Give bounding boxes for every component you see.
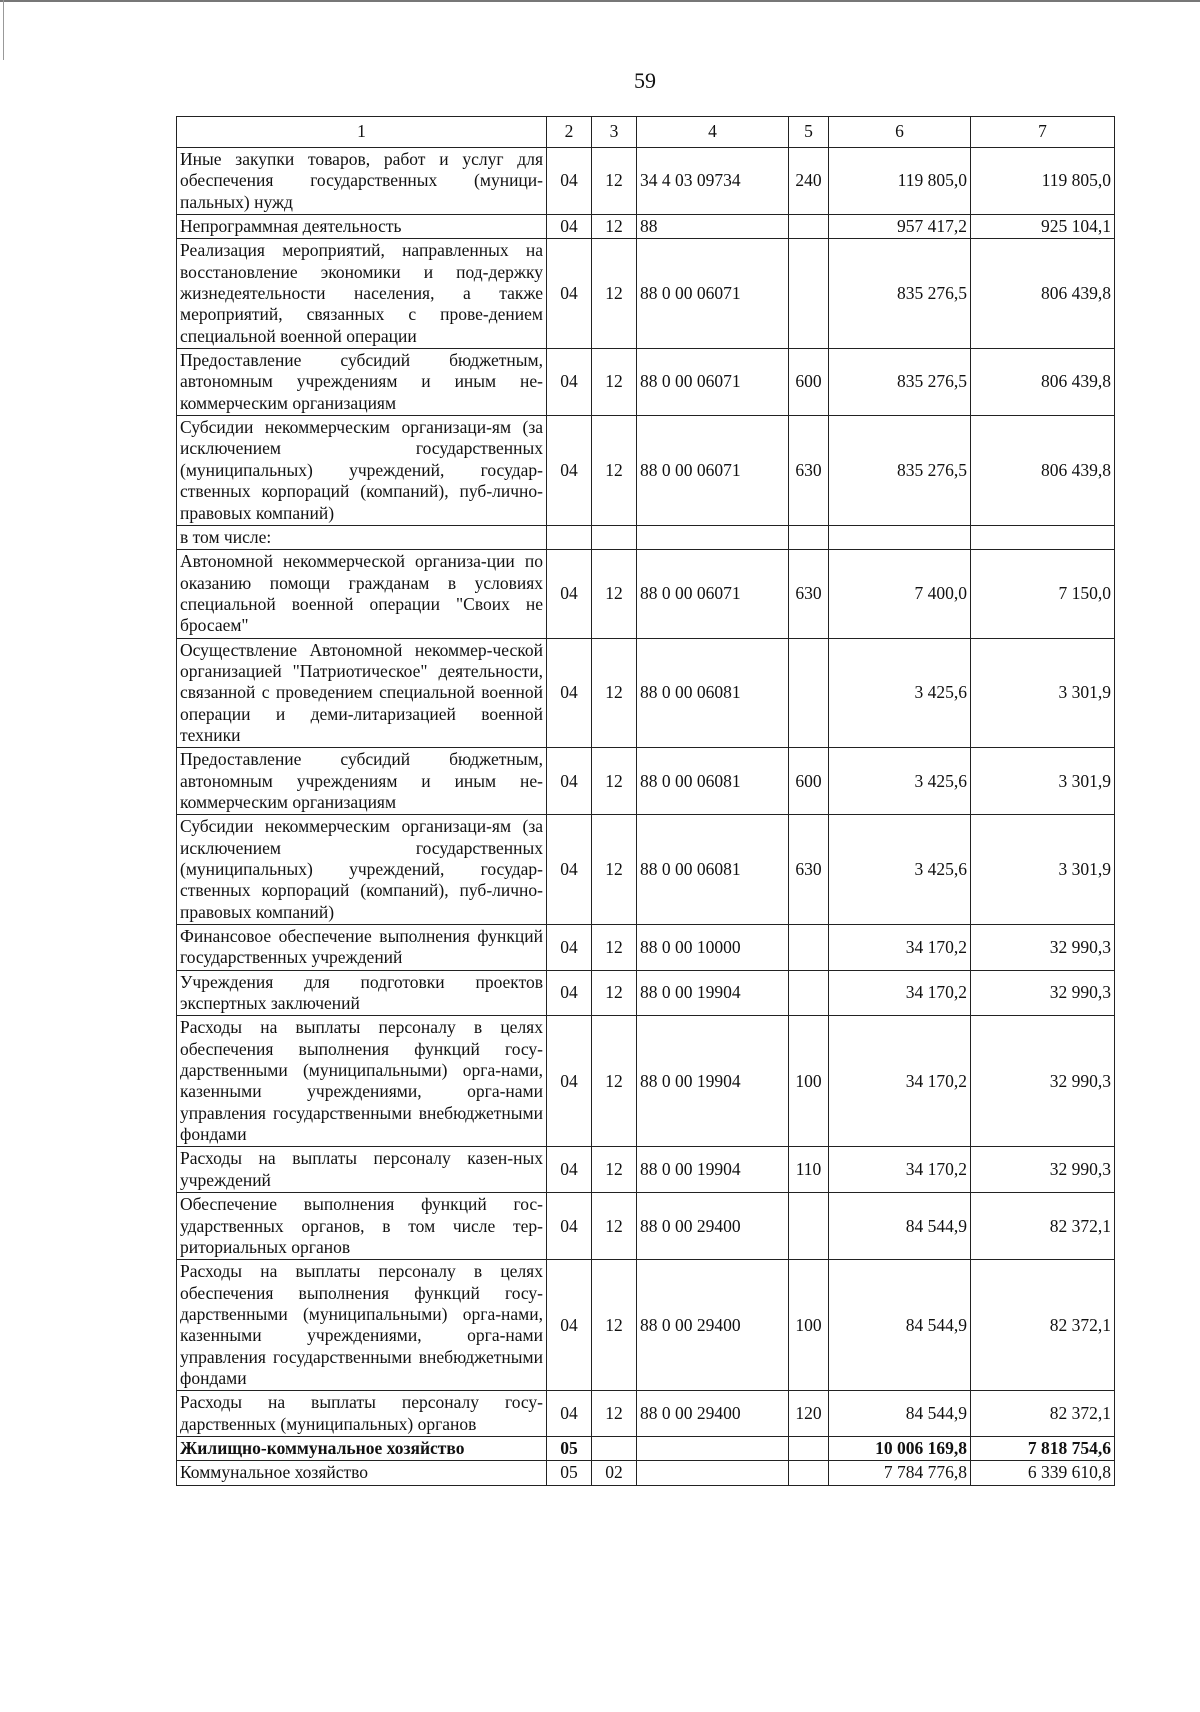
row-target-code: 88 <box>637 215 789 239</box>
row-expense-type: 100 <box>789 1260 829 1391</box>
row-subsection: 12 <box>592 1193 637 1260</box>
row-amount-6: 835 276,5 <box>829 239 971 349</box>
row-section: 05 <box>547 1461 592 1485</box>
row-section: 05 <box>547 1436 592 1460</box>
row-section: 04 <box>547 215 592 239</box>
table-body <box>177 117 1115 1486</box>
table-row <box>177 925 1115 971</box>
header-col-1: 1 <box>177 117 547 148</box>
row-amount-6: 34 170,2 <box>829 1147 971 1193</box>
row-amount-6: 7 784 776,8 <box>829 1461 971 1485</box>
row-amount-7: 82 372,1 <box>971 1391 1115 1437</box>
table-row <box>177 215 1115 239</box>
row-name: Расходы на выплаты персоналу госу-дарственных (муниципальных) органов <box>177 1391 547 1437</box>
row-target-code: 88 0 00 29400 <box>637 1193 789 1260</box>
row-name: Учреждения для подготовки проектов экспертных заключений <box>177 970 547 1016</box>
row-subsection: 02 <box>592 1461 637 1485</box>
row-section: 04 <box>547 1147 592 1193</box>
row-amount-6: 835 276,5 <box>829 416 971 526</box>
row-target-code <box>637 1436 789 1460</box>
row-amount-7: 3 301,9 <box>971 638 1115 748</box>
row-target-code <box>637 525 789 549</box>
row-name: Обеспечение выполнения функций гос-ударственных органов, в том числе тер-риториальных органов <box>177 1193 547 1260</box>
table-row <box>177 1391 1115 1437</box>
row-expense-type <box>789 239 829 349</box>
row-expense-type: 240 <box>789 148 829 215</box>
row-section: 04 <box>547 148 592 215</box>
row-amount-7: 82 372,1 <box>971 1260 1115 1391</box>
row-section: 04 <box>547 550 592 638</box>
row-expense-type: 630 <box>789 815 829 925</box>
table-row <box>177 1193 1115 1260</box>
row-expense-type: 630 <box>789 550 829 638</box>
table-row <box>177 148 1115 215</box>
table-row <box>177 349 1115 416</box>
row-name: Субсидии некоммерческим организаци-ям (за исключением государственных (муниципальных) учреждений, государ-ственных корпораций (компаний), пуб-лично-правовых компаний) <box>177 416 547 526</box>
row-expense-type <box>789 1461 829 1485</box>
row-subsection: 12 <box>592 1016 637 1147</box>
row-section: 04 <box>547 1193 592 1260</box>
row-name: Осуществление Автономной некоммер-ческой организацией "Патриотическое" деятельности, связанной с проведением специальной военной операции и деми-литаризацией военной техники <box>177 638 547 748</box>
table-row <box>177 1016 1115 1147</box>
row-amount-6: 84 544,9 <box>829 1260 971 1391</box>
row-expense-type: 100 <box>789 1016 829 1147</box>
row-amount-7: 6 339 610,8 <box>971 1461 1115 1485</box>
row-target-code <box>637 1461 789 1485</box>
row-target-code: 88 0 00 06081 <box>637 815 789 925</box>
row-subsection <box>592 1436 637 1460</box>
row-subsection: 12 <box>592 970 637 1016</box>
row-section: 04 <box>547 638 592 748</box>
row-section: 04 <box>547 1260 592 1391</box>
row-section <box>547 525 592 549</box>
row-amount-6: 34 170,2 <box>829 1016 971 1147</box>
row-amount-7: 32 990,3 <box>971 1016 1115 1147</box>
row-expense-type <box>789 215 829 239</box>
row-amount-6: 34 170,2 <box>829 925 971 971</box>
row-amount-6: 3 425,6 <box>829 815 971 925</box>
row-subsection: 12 <box>592 550 637 638</box>
row-amount-7: 806 439,8 <box>971 239 1115 349</box>
row-amount-7: 925 104,1 <box>971 215 1115 239</box>
row-subsection: 12 <box>592 638 637 748</box>
row-subsection: 12 <box>592 349 637 416</box>
row-subsection: 12 <box>592 1147 637 1193</box>
row-amount-6: 7 400,0 <box>829 550 971 638</box>
header-col-4: 4 <box>637 117 789 148</box>
row-amount-6: 84 544,9 <box>829 1391 971 1437</box>
row-target-code: 88 0 00 06071 <box>637 349 789 416</box>
row-name: Непрограммная деятельность <box>177 215 547 239</box>
table-row <box>177 239 1115 349</box>
row-section: 04 <box>547 349 592 416</box>
row-amount-7: 806 439,8 <box>971 416 1115 526</box>
header-col-5: 5 <box>789 117 829 148</box>
row-target-code: 88 0 00 29400 <box>637 1391 789 1437</box>
row-expense-type <box>789 525 829 549</box>
row-amount-6: 10 006 169,8 <box>829 1436 971 1460</box>
row-amount-6: 119 805,0 <box>829 148 971 215</box>
row-name: Иные закупки товаров, работ и услуг для обеспечения государственных (муници-пальных) нужд <box>177 148 547 215</box>
page-number: 59 <box>634 68 656 93</box>
table-row <box>177 525 1115 549</box>
header-col-7: 7 <box>971 117 1115 148</box>
row-expense-type: 600 <box>789 349 829 416</box>
row-name: Финансовое обеспечение выполнения функций государственных учреждений <box>177 925 547 971</box>
row-expense-type <box>789 925 829 971</box>
row-section: 04 <box>547 1016 592 1147</box>
row-name: Предоставление субсидий бюджетным, автономным учреждениям и иным не-коммерческим организациям <box>177 748 547 815</box>
row-expense-type: 600 <box>789 748 829 815</box>
row-amount-7: 119 805,0 <box>971 148 1115 215</box>
row-expense-type <box>789 1436 829 1460</box>
header-col-2: 2 <box>547 117 592 148</box>
budget-table <box>176 116 1115 1486</box>
row-subsection: 12 <box>592 1260 637 1391</box>
row-name: Реализация мероприятий, направленных на восстановление экономики и под-держку жизнедеятельности населения, а также мероприятий, связанных с прове-дением специальной военной операции <box>177 239 547 349</box>
row-name: Расходы на выплаты персоналу в целях обеспечения выполнения функций госу-дарственными (муниципальными) орга-нами, казенными учреждениями, орга-нами управления государственными внебюджетными фондами <box>177 1260 547 1391</box>
row-amount-6: 3 425,6 <box>829 748 971 815</box>
row-amount-7: 7 818 754,6 <box>971 1436 1115 1460</box>
row-name: Расходы на выплаты персоналу в целях обеспечения выполнения функций госу-дарственными (муниципальными) орга-нами, казенными учреждениями, орга-нами управления государственными внебюджетными фондами <box>177 1016 547 1147</box>
row-target-code: 88 0 00 19904 <box>637 1016 789 1147</box>
row-name: Предоставление субсидий бюджетным, автономным учреждениям и иным не-коммерческим организациям <box>177 349 547 416</box>
row-section: 04 <box>547 925 592 971</box>
row-expense-type: 110 <box>789 1147 829 1193</box>
table-row <box>177 970 1115 1016</box>
row-target-code: 88 0 00 06071 <box>637 550 789 638</box>
row-amount-7: 3 301,9 <box>971 815 1115 925</box>
row-amount-7: 32 990,3 <box>971 970 1115 1016</box>
row-name: Расходы на выплаты персоналу казен-ных учреждений <box>177 1147 547 1193</box>
row-name: Автономной некоммерческой организа-ции по оказанию помощи гражданам в условиях специальной военной операции "Своих не бросаем" <box>177 550 547 638</box>
row-expense-type <box>789 1193 829 1260</box>
row-subsection: 12 <box>592 239 637 349</box>
row-target-code: 34 4 03 09734 <box>637 148 789 215</box>
row-section: 04 <box>547 1391 592 1437</box>
row-name: Коммунальное хозяйство <box>177 1461 547 1485</box>
row-section: 04 <box>547 239 592 349</box>
row-section: 04 <box>547 748 592 815</box>
row-subsection <box>592 525 637 549</box>
row-target-code: 88 0 00 19904 <box>637 970 789 1016</box>
row-amount-7: 7 150,0 <box>971 550 1115 638</box>
row-name: Жилищно-коммунальное хозяйство <box>177 1436 547 1460</box>
row-amount-7 <box>971 525 1115 549</box>
table-row <box>177 1260 1115 1391</box>
table-row <box>177 1147 1115 1193</box>
row-expense-type <box>789 970 829 1016</box>
row-section: 04 <box>547 416 592 526</box>
row-name: Субсидии некоммерческим организаци-ям (за исключением государственных (муниципальных) учреждений, государ-ственных корпораций (компаний), пуб-лично-правовых компаний) <box>177 815 547 925</box>
row-target-code: 88 0 00 29400 <box>637 1260 789 1391</box>
row-subsection: 12 <box>592 815 637 925</box>
row-name: в том числе: <box>177 525 547 549</box>
row-amount-6: 957 417,2 <box>829 215 971 239</box>
row-expense-type <box>789 638 829 748</box>
row-section: 04 <box>547 970 592 1016</box>
table-row <box>177 815 1115 925</box>
row-expense-type: 120 <box>789 1391 829 1437</box>
row-amount-7: 806 439,8 <box>971 349 1115 416</box>
table-row <box>177 1461 1115 1485</box>
row-target-code: 88 0 00 06081 <box>637 638 789 748</box>
row-amount-6: 34 170,2 <box>829 970 971 1016</box>
row-target-code: 88 0 00 06081 <box>637 748 789 815</box>
row-amount-7: 82 372,1 <box>971 1193 1115 1260</box>
row-target-code: 88 0 00 06071 <box>637 239 789 349</box>
row-section: 04 <box>547 815 592 925</box>
row-amount-6: 835 276,5 <box>829 349 971 416</box>
row-subsection: 12 <box>592 416 637 526</box>
header-col-6: 6 <box>829 117 971 148</box>
table-row <box>177 748 1115 815</box>
table-row <box>177 1436 1115 1460</box>
row-amount-6: 3 425,6 <box>829 638 971 748</box>
header-col-3: 3 <box>592 117 637 148</box>
row-expense-type: 630 <box>789 416 829 526</box>
row-subsection: 12 <box>592 925 637 971</box>
row-amount-7: 32 990,3 <box>971 1147 1115 1193</box>
row-target-code: 88 0 00 19904 <box>637 1147 789 1193</box>
row-subsection: 12 <box>592 748 637 815</box>
row-subsection: 12 <box>592 215 637 239</box>
table-row <box>177 638 1115 748</box>
row-target-code: 88 0 00 06071 <box>637 416 789 526</box>
row-amount-6: 84 544,9 <box>829 1193 971 1260</box>
scan-edge-left <box>3 0 4 60</box>
scan-edge <box>0 0 1200 2</box>
row-subsection: 12 <box>592 1391 637 1437</box>
row-amount-6 <box>829 525 971 549</box>
row-subsection: 12 <box>592 148 637 215</box>
row-target-code: 88 0 00 10000 <box>637 925 789 971</box>
row-amount-7: 32 990,3 <box>971 925 1115 971</box>
row-amount-7: 3 301,9 <box>971 748 1115 815</box>
table-row <box>177 550 1115 638</box>
table-header-row <box>177 117 1115 148</box>
table-row <box>177 416 1115 526</box>
